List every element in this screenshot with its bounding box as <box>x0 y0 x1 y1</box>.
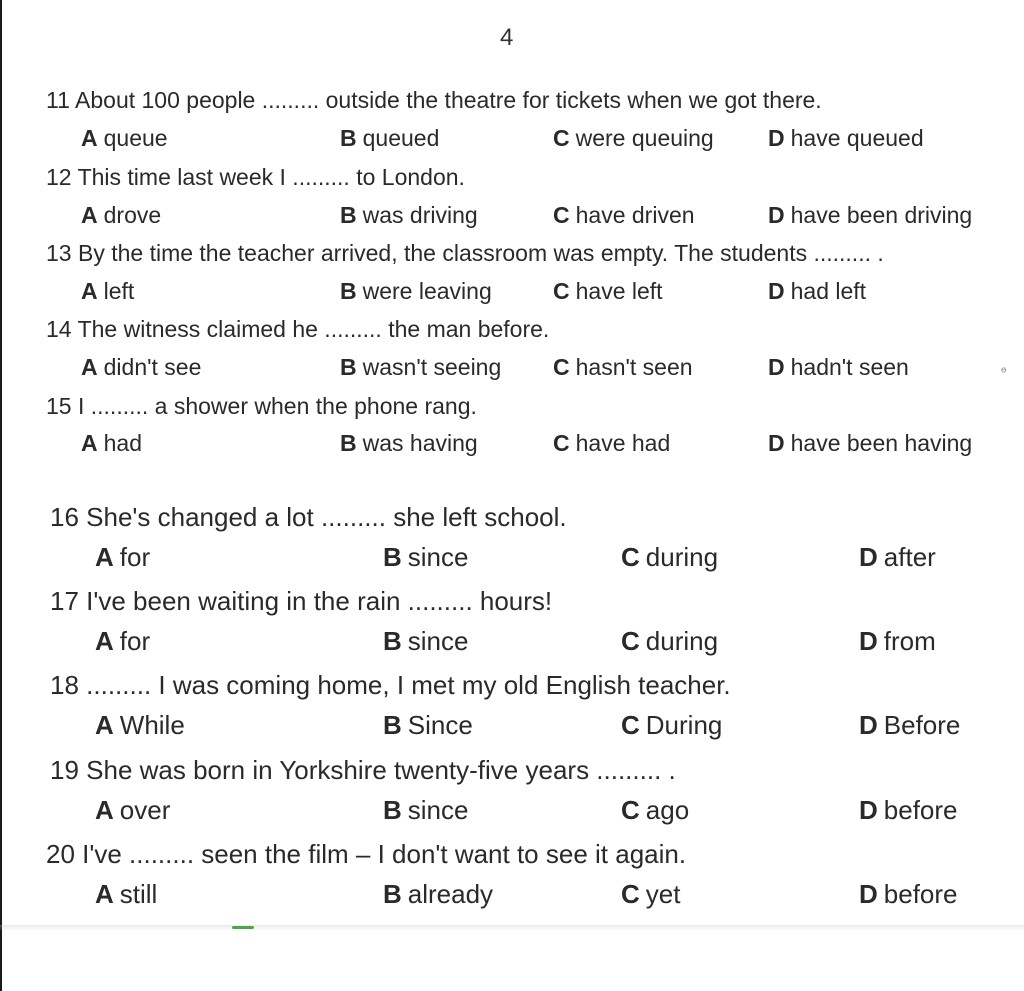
option-19-a[interactable]: A over <box>95 795 171 825</box>
question-number: 15 <box>46 393 72 419</box>
question-number: 17 <box>50 586 79 616</box>
option-13-d[interactable]: D had left <box>768 278 867 304</box>
question-text: This time last week I ......... to London. <box>77 164 465 190</box>
option-12-b[interactable]: B was driving <box>340 202 478 228</box>
option-16-a[interactable]: A for <box>95 542 151 572</box>
option-20-c[interactable]: C yet <box>621 879 681 909</box>
question-text: By the time the teacher arrived, the classroom was empty. The students ......... . <box>77 240 884 266</box>
page-number: 4 <box>500 24 514 51</box>
question-text: I've ......... seen the film – I don't want to see it again. <box>82 839 687 869</box>
question-11 <box>46 87 822 114</box>
option-18-a[interactable]: A While <box>95 710 185 740</box>
question-number: 13 <box>46 240 72 266</box>
option-14-a[interactable]: A didn't see <box>81 354 202 380</box>
question-number: 12 <box>46 164 72 190</box>
option-12-d[interactable]: D have been driving <box>768 202 973 228</box>
page-left-border <box>0 0 2 991</box>
question-12 <box>46 164 465 191</box>
page-bottom-shadow <box>0 925 1024 931</box>
question-text: She was born in Yorkshire twenty-five years ......... . <box>86 755 676 785</box>
option-20-b[interactable]: B already <box>383 879 494 909</box>
option-20-a[interactable]: A still <box>95 879 158 909</box>
option-16-d[interactable]: D after <box>859 542 936 572</box>
option-11-c[interactable]: C were queuing <box>553 125 714 151</box>
option-19-d[interactable]: D before <box>859 795 958 825</box>
question-text: ......... I was coming home, I met my old English teacher. <box>86 670 731 700</box>
option-14-c[interactable]: C hasn't seen <box>553 354 693 380</box>
option-15-d[interactable]: D have been having <box>768 430 973 456</box>
option-19-b[interactable]: B since <box>383 795 469 825</box>
question-14 <box>46 316 549 343</box>
question-text: I ......... a shower when the phone rang. <box>77 393 477 419</box>
option-16-b[interactable]: B since <box>383 542 469 572</box>
option-16-c[interactable]: C during <box>621 542 719 572</box>
question-18 <box>50 670 731 701</box>
option-11-b[interactable]: B queued <box>340 125 440 151</box>
green-pen-mark <box>232 926 254 929</box>
option-20-d[interactable]: D before <box>859 879 958 909</box>
question-number: 11 <box>46 87 70 113</box>
question-15 <box>46 393 477 420</box>
option-11-a[interactable]: A queue <box>81 125 168 151</box>
option-19-c[interactable]: C ago <box>621 795 690 825</box>
question-13 <box>46 240 884 267</box>
question-20 <box>46 839 686 870</box>
option-14-b[interactable]: B wasn't seeing <box>340 354 502 380</box>
question-number: 19 <box>50 755 79 785</box>
option-18-c[interactable]: C During <box>621 710 723 740</box>
question-text: About 100 people ......... outside the theatre for tickets when we got there. <box>75 87 822 113</box>
option-13-b[interactable]: B were leaving <box>340 278 492 304</box>
option-12-c[interactable]: C have driven <box>553 202 695 228</box>
option-17-a[interactable]: A for <box>95 626 151 656</box>
option-12-a[interactable]: A drove <box>81 202 162 228</box>
question-text: I've been waiting in the rain ......... hours! <box>86 586 553 616</box>
option-14-d[interactable]: D hadn't seen <box>768 354 909 380</box>
question-16 <box>50 502 567 533</box>
option-18-d[interactable]: D Before <box>859 710 961 740</box>
question-number: 20 <box>46 839 75 869</box>
question-number: 18 <box>50 670 79 700</box>
option-18-b[interactable]: B Since <box>383 710 473 740</box>
option-17-c[interactable]: C during <box>621 626 719 656</box>
question-19 <box>50 755 676 786</box>
option-15-c[interactable]: C have had <box>553 430 671 456</box>
option-17-d[interactable]: D from <box>859 626 936 656</box>
question-number: 14 <box>46 316 72 342</box>
option-13-c[interactable]: C have left <box>553 278 663 304</box>
question-17 <box>50 586 552 617</box>
stray-mark-icon: ᶱ <box>1001 363 1007 379</box>
option-15-a[interactable]: A had <box>81 430 142 456</box>
option-13-a[interactable]: A left <box>81 278 135 304</box>
question-text: She's changed a lot ......... she left school. <box>86 502 567 532</box>
option-11-d[interactable]: D have queued <box>768 125 924 151</box>
question-text: The witness claimed he ......... the man before. <box>77 316 550 342</box>
option-17-b[interactable]: B since <box>383 626 469 656</box>
option-15-b[interactable]: B was having <box>340 430 478 456</box>
question-number: 16 <box>50 502 79 532</box>
